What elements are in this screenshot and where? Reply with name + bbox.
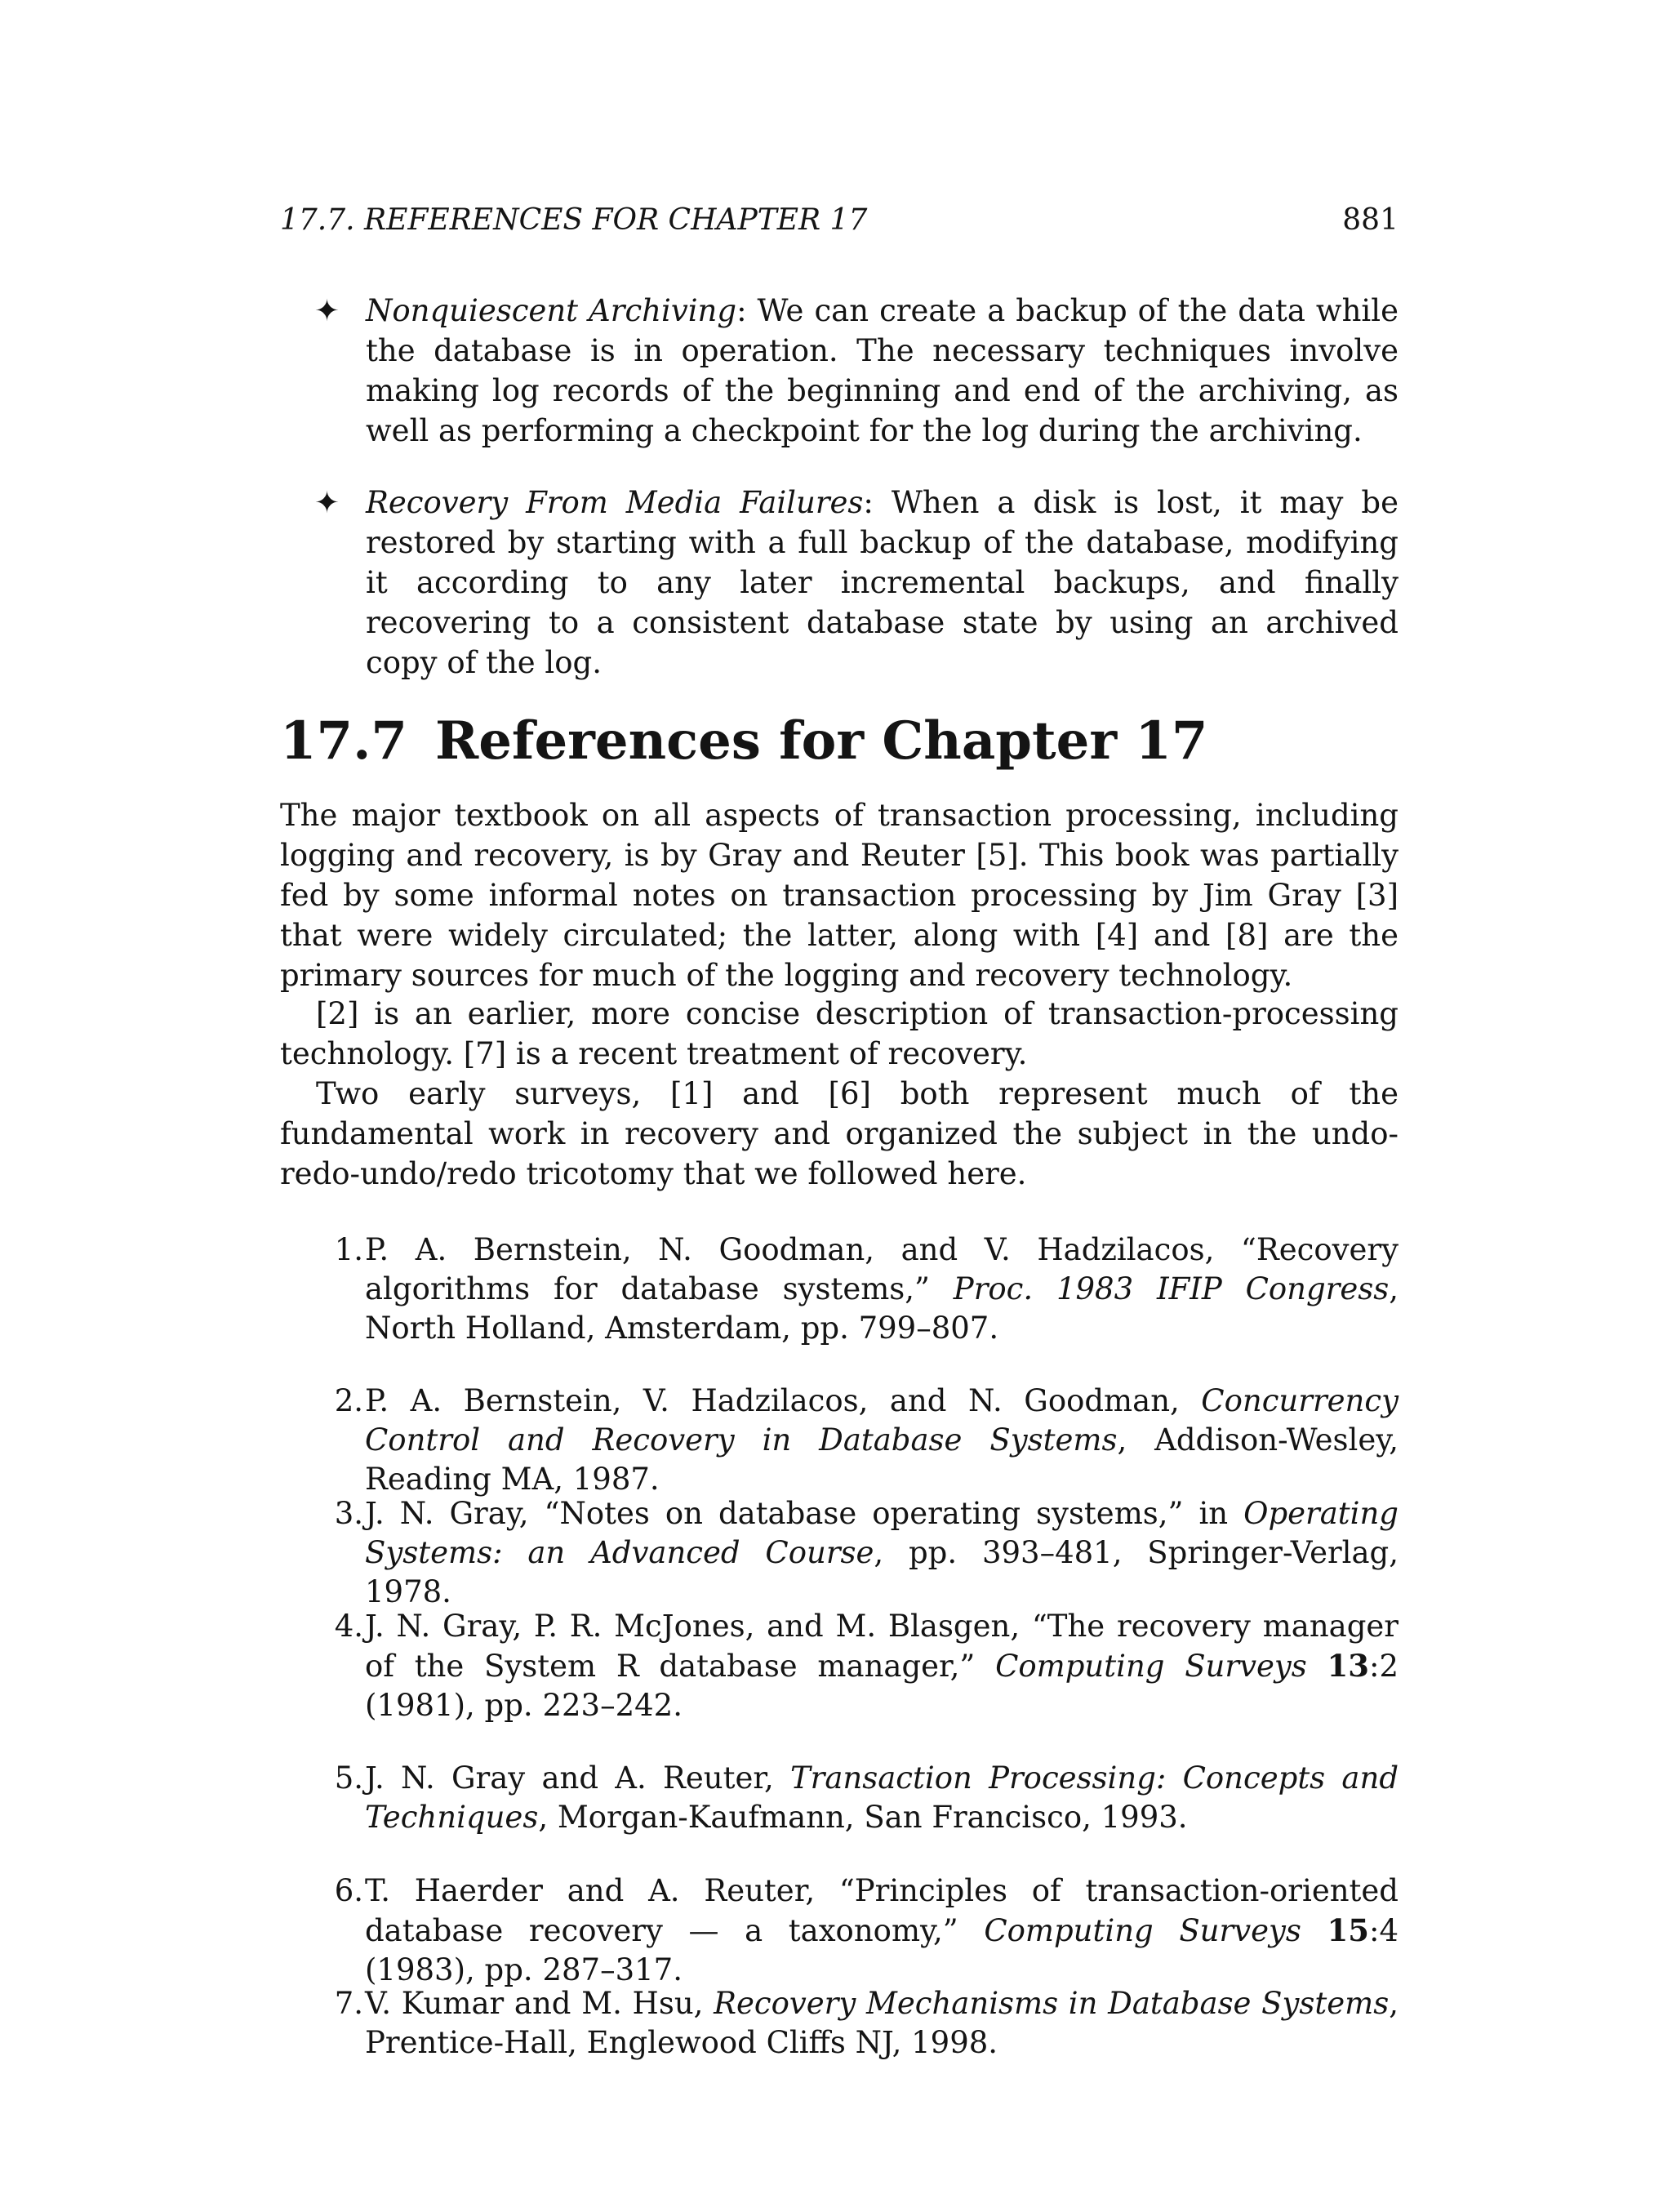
reference-text (365, 1759, 1399, 1837)
running-title: 17.7. REFERENCES FOR CHAPTER 17 (280, 203, 868, 237)
reference-item (280, 1984, 1399, 2063)
bullet-term: Nonquiescent Archiving (366, 293, 737, 328)
reference-number: 3. (334, 1496, 363, 1531)
reference-volume: 13 (1327, 1648, 1369, 1684)
bullet-item-recovery-from-media-failures (280, 483, 1399, 683)
running-header (280, 201, 1399, 240)
reference-authors: P. A. Bernstein, V. Hadzilacos, and N. Goodman, (365, 1383, 1202, 1418)
reference-number: 5. (334, 1760, 363, 1796)
reference-number: 2. (334, 1383, 363, 1418)
reference-volume: 15 (1327, 1912, 1370, 1948)
reference-number: 7. (334, 1986, 363, 2021)
reference-text (365, 1382, 1399, 1499)
body-paragraph: The major textbook on all aspects of transaction processing, including logging and recovery, is by Gray and Reuter [5]. This book was partially fed by some informal notes on transaction processing by Jim Gray [3] that were widely circulated; the latter, along with [4] and [8] are the primary sources for much of the logging and recovery technology. (280, 798, 1399, 993)
section-heading (280, 709, 1399, 774)
reference-text (365, 1494, 1399, 1612)
reference-journal: Computing Surveys (995, 1649, 1307, 1684)
four-pointed-star-bullet-icon: ✦ (314, 485, 340, 520)
reference-text (365, 1231, 1399, 1348)
reference-spacer (1307, 1649, 1327, 1684)
reference-details: , North Holland, Amsterdam, pp. 799–807. (365, 1271, 1399, 1346)
reference-venue: Proc. 1983 IFIP Congress (953, 1271, 1390, 1306)
section-number: 17.7 (280, 710, 407, 772)
reference-details: :4 (1983), pp. 287–317. (365, 1913, 1399, 1987)
four-pointed-star-bullet-icon: ✦ (314, 293, 340, 328)
bullet-term: Recovery From Media Failures (366, 485, 864, 520)
reference-item (280, 1872, 1399, 1990)
reference-item (280, 1759, 1399, 1837)
bullet-item-nonquiescent-archiving (280, 291, 1399, 451)
reference-authors-title: J. N. Gray, “Notes on database operating systems,” in (365, 1496, 1244, 1531)
reference-item (280, 1607, 1399, 1725)
reference-details: , Morgan-Kaufmann, San Francisco, 1993. (538, 1800, 1188, 1835)
reference-authors: J. N. Gray and A. Reuter, (365, 1760, 790, 1796)
reference-number: 6. (334, 1873, 363, 1908)
reference-text (365, 1872, 1399, 1990)
reference-details: , Prentice-Hall, Englewood Cliffs NJ, 1998. (365, 1986, 1399, 2060)
bullet-body: : When a disk is lost, it may be restored by starting with a full backup of the database, modifying it according to any later incremental backups, and finally recovering to a consistent database state by using an archived copy of the log. (366, 485, 1399, 680)
page-number: 881 (1342, 203, 1399, 237)
reference-authors: V. Kumar and M. Hsu, (365, 1986, 714, 2021)
reference-item (280, 1382, 1399, 1499)
reference-number: 4. (334, 1609, 363, 1644)
reference-journal: Computing Surveys (984, 1913, 1301, 1948)
reference-text (365, 1984, 1399, 2063)
reference-book-title: Transaction Processing: Concepts and Techniques (365, 1760, 1399, 1835)
bullet-text (366, 291, 1399, 451)
reference-book-title: Concurrency Control and Recovery in Database Systems (365, 1383, 1399, 1458)
reference-item (280, 1231, 1399, 1348)
reference-details: , Addison-Wesley, Reading MA, 1987. (365, 1422, 1399, 1497)
bullet-text (366, 483, 1399, 683)
reference-book-title: Recovery Mechanisms in Database Systems (714, 1986, 1390, 2021)
section-title: References for Chapter 17 (435, 710, 1208, 772)
reference-details: :2 (1981), pp. 223–242. (365, 1649, 1399, 1723)
reference-authors-title: J. N. Gray, P. R. McJones, and M. Blasgen, “The recovery manager of the System R database manager,” (365, 1609, 1399, 1684)
reference-book-title: Operating Systems: an Advanced Course (365, 1496, 1399, 1570)
reference-authors-title: P. A. Bernstein, N. Goodman, and V. Hadzilacos, “Recovery algorithms for database systems,” (365, 1232, 1399, 1306)
reference-details: , pp. 393–481, Springer-Verlag, 1978. (365, 1535, 1399, 1609)
body-paragraph: [2] is an earlier, more concise description of transaction-processing technology. [7] is a recent treatment of recovery. (280, 996, 1399, 1071)
reference-number: 1. (334, 1232, 363, 1267)
body-paragraph: Two early surveys, [1] and [6] both represent much of the fundamental work in recovery and organized the subject in the undo-redo-undo/redo tricotomy that we followed here. (280, 1076, 1399, 1191)
reference-authors-title: T. Haerder and A. Reuter, “Principles of transaction-oriented database recovery — a taxonomy,” (365, 1873, 1399, 1948)
reference-spacer (1301, 1913, 1327, 1948)
reference-item (280, 1494, 1399, 1612)
reference-text (365, 1607, 1399, 1725)
bullet-body: : We can create a backup of the data while the database is in operation. The necessary techniques involve making log records of the beginning and end of the archiving, as well as performing a checkpoint for the log during the archiving. (366, 293, 1399, 448)
